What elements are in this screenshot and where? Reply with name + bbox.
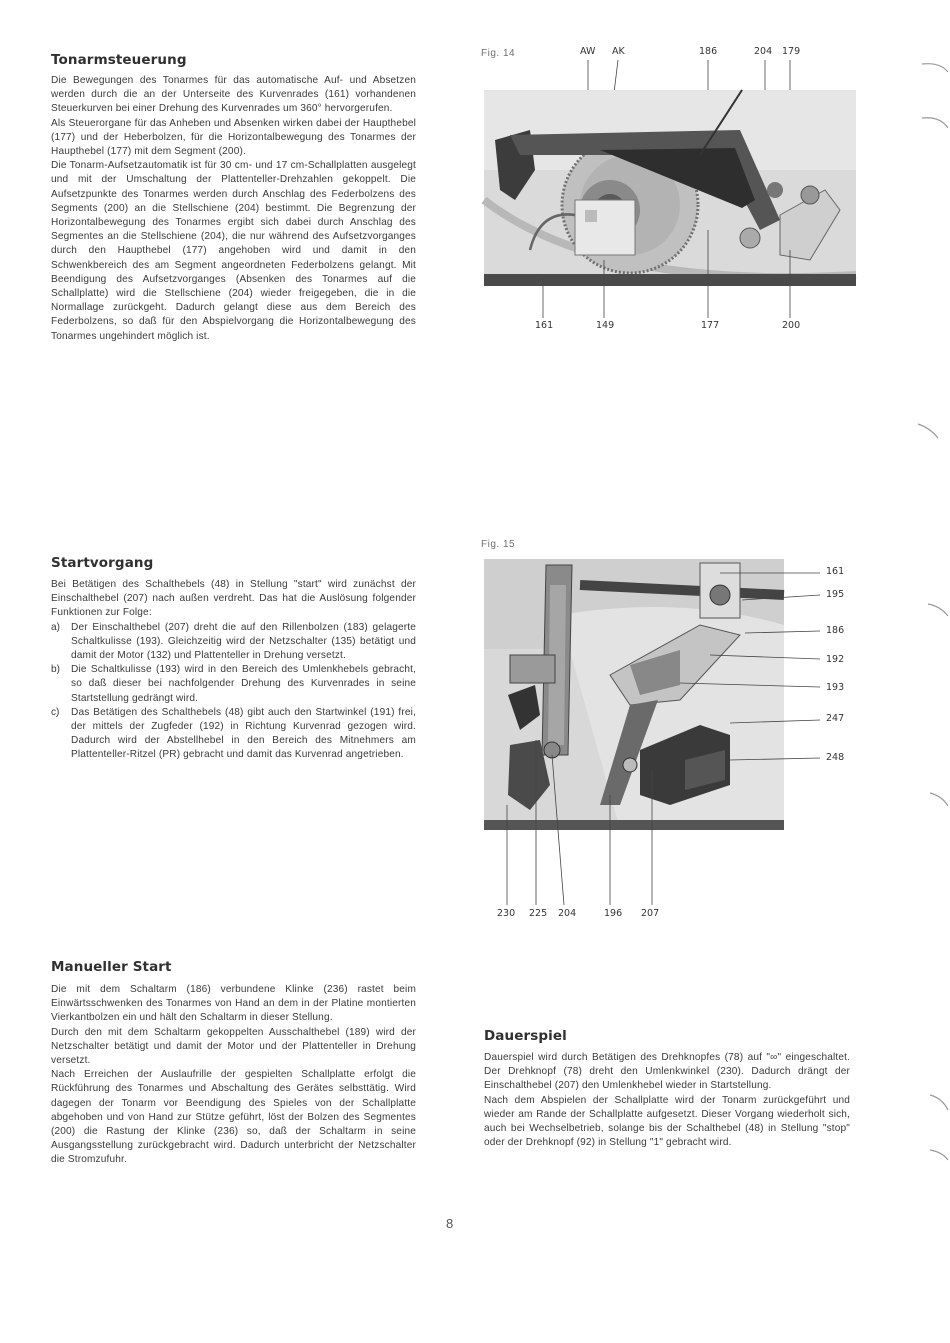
callout-label: 186 <box>699 46 718 57</box>
paragraph: Nach dem Abspielen der Schallplatte wird der Tonarm zurückgeführt und wieder am Rande der Schallplatte aufgesetzt. Dieser Vorgang wiederholt sich, auch bei Wechselbetrieb, solange bis der Schalthebel (48) in Stellung "stop" oder der Drehknopf (92) in Stellung "1" gebracht wird. <box>484 1094 850 1149</box>
paragraph: Dauerspiel wird durch Betätigen des Drehknopfes (78) auf "∞" eingeschaltet. Der Drehknopf (78) dreht den Umlenkwinkel (230). Dadurch drängt der Einschalthebel (207) den Umlenkhebel wieder in Startstellung. <box>484 1052 850 1092</box>
callout-label: AK <box>612 46 625 57</box>
figure-caption: Fig. 15 <box>481 539 516 550</box>
figure-15-photo <box>480 555 830 920</box>
callout-label: 195 <box>826 589 845 600</box>
callout-label: 192 <box>826 654 845 665</box>
callout-label: 149 <box>596 320 615 331</box>
section-startvorgang <box>51 555 416 763</box>
paragraph: Die Tonarm-Aufsetzautomatik ist für 30 cm- und 17 cm-Schallplatten ausgelegt und mit der Umschaltung der Plattenteller-Drehzahlen gekoppelt. Die Aufsetzpunkte des Tonarmes werden durch Anschlag des Federbolzens des Segments (200) an die Stellschiene (204) bestimmt. Die Begrenzung der Horizontalbewegung des Tonarmes ergibt sich dabei durch Anschlag des Segmentes an die Stellschiene (204), die nur während des Aufsetzvorganges durch den Haupthebel (177) angehoben wird und damit in den Schwenkbereich des am Segment angeordneten Federbolzens gelangt. Mit Beendigung des Aufsetzvorganges (Absenken des Tonarmes auf die Schallplatte) wird die Stellschiene (204) wieder freigegeben, die in die Normallage zurückgeht. Dadurch gelangt diese aus dem Bereich des Federbolzens, so daß für den Abspielvorgang die Horizontalbewegung des Tonarmes ungehindert möglich ist. <box>51 160 416 342</box>
list-text: Die Schaltkulisse (193) wird in den Bereich des Umlenkhebels gebracht, so daß dieser bei nachfolgender Drehung des Kurvenrades in seine Startstellung gedrängt wird. <box>71 664 416 704</box>
list-mark: c) <box>51 706 60 718</box>
paragraph: Die mit dem Schaltarm (186) verbundene Klinke (236) rastet beim Einwärtsschwenken des Tonarmes von Hand an dem in der Platine montierten Vierkantbolzen ein und hält den Schaltarm in dieser Stellung. <box>51 984 416 1024</box>
section-title: Startvorgang <box>51 555 154 571</box>
callout-label: 225 <box>529 908 548 919</box>
callout-label: 204 <box>754 46 773 57</box>
section-title: Manueller Start <box>51 959 172 975</box>
callout-label: 193 <box>826 682 845 693</box>
figure-caption: Fig. 14 <box>481 48 516 59</box>
list-item <box>51 621 416 664</box>
section-title: Tonarmsteuerung <box>51 52 187 68</box>
section-tonarmsteuerung <box>51 52 416 344</box>
callout-label: 186 <box>826 625 845 636</box>
paragraph: Nach Erreichen der Auslaufrille der gespielten Schallplatte erfolgt die Rückführung des Tonarmes und Abschaltung des Gerätes selbsttätig. Wird dagegen der Tonarm vor Beendigung des Spieles von der Schallplatte abgehoben und von Hand zur Stütze geführt, löst der Bolzen des Segmentes (200) die Rastung der Klinke (236) so, daß der Schaltarm in seine Ausgangsstellung zurückgebracht wird. Dadurch unterbricht der Netzschalter die Stromzufuhr. <box>51 1069 416 1166</box>
callout-label: 204 <box>558 908 577 919</box>
paragraph: Bei Betätigen des Schalthebels (48) in Stellung "start" wird zunächst der Einschalthebel (207) nach außen verdreht. Das hat die Auslösung folgender Funktionen zur Folge: <box>51 579 416 619</box>
list-item <box>51 663 416 706</box>
function-list <box>51 621 416 763</box>
figure-14-photo <box>480 60 865 340</box>
callout-label: 207 <box>641 908 660 919</box>
callout-label: 247 <box>826 713 845 724</box>
callout-label: 179 <box>782 46 801 57</box>
callout-label: 161 <box>535 320 554 331</box>
list-item <box>51 706 416 763</box>
paragraph: Durch den mit dem Schaltarm gekoppelten Ausschalthebel (189) wird der Netzschalter betätigt und damit der Motor und der Plattenteller in Drehung versetzt. <box>51 1026 416 1067</box>
paragraph: Als Steuerorgane für das Anheben und Absenken wirken dabei der Haupthebel (177) und der Heberbolzen, für die Horizontalbewegung des Tonarmes der Haupthebel (177) mit dem Segment (200). <box>51 117 416 158</box>
list-mark: a) <box>51 621 60 633</box>
callout-label: 177 <box>701 320 720 331</box>
list-mark: b) <box>51 664 60 676</box>
section-title: Dauerspiel <box>484 1028 567 1044</box>
scan-margin-marks <box>900 0 950 1343</box>
paragraph: Die Bewegungen des Tonarmes für das automatische Auf- und Absetzen werden durch die an der Unterseite des Kurvenrades (161) vorhandenen Steuerkurven bei einer Drehung des Kurvenrades um 360° hervorgerufen. <box>51 75 416 115</box>
page-number: 8 <box>446 1216 454 1231</box>
callout-label: AW <box>580 46 596 57</box>
callout-label: 161 <box>826 566 845 577</box>
list-text: Der Einschalthebel (207) dreht die auf den Rillenbolzen (183) gelagerte Schaltkulisse (193). Gleichzeitig wird der Netzschalter (135) betätigt und damit der Motor (132) und Plattenteller in Drehung versetzt. <box>71 621 416 662</box>
callout-label: 230 <box>497 908 516 919</box>
section-dauerspiel <box>484 1028 850 1150</box>
list-text: Das Betätigen des Schalthebels (48) gibt auch den Startwinkel (191) frei, der mittels der Zugfeder (192) in Richtung Kurvenrad gezogen wird. Dadurch wird der Abstellhebel in den Bereich des Mitnehmers am Plattenteller-Ritzel (PR) gebracht und damit das Kurvenrad angetrieben. <box>71 706 416 761</box>
section-manueller-start <box>51 959 416 1168</box>
callout-label: 196 <box>604 908 623 919</box>
callout-label: 200 <box>782 320 801 331</box>
callout-label: 248 <box>826 752 845 763</box>
